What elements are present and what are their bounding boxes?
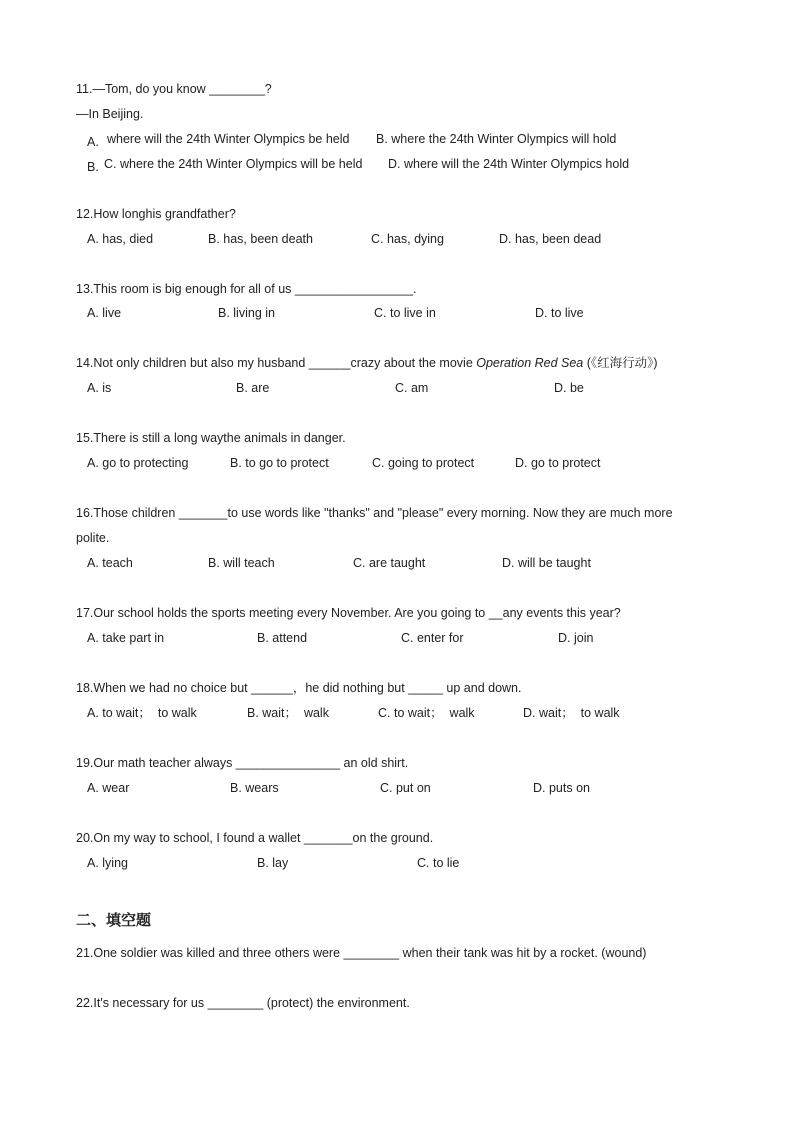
q11-option-label-c: B.	[87, 160, 99, 174]
q13-option-a: A. live	[87, 306, 122, 320]
q18-stem: 18.When we had no choice but ______，he did nothing but _____ up and down.	[76, 681, 522, 695]
q15-stem: 15.There is still a long waythe animals in danger.	[76, 431, 346, 445]
q11-option-d: D. where will the 24th Winter Olympics hold	[388, 157, 630, 171]
q11-option-label-a: A.	[87, 135, 99, 149]
q14-movie-title: Operation Red Sea	[476, 356, 584, 370]
q14-chinese-title: (《红海行动》)	[583, 356, 658, 370]
q16-option-d: D. will be taught	[502, 556, 591, 570]
q17-option-c: C. enter for	[401, 631, 464, 645]
q14-option-a: A. is	[87, 381, 112, 395]
section-heading: 二、填空题	[76, 911, 152, 929]
q13-option-d: D. to live	[535, 306, 584, 320]
q20-option-b: B. lay	[257, 856, 289, 870]
q14-option-c: C. am	[395, 381, 429, 395]
q13-option-c: C. to live in	[374, 306, 436, 320]
q22-stem: 22.It's necessary for us ________ (protect) the environment.	[76, 996, 410, 1010]
q17-stem: 17.Our school holds the sports meeting every November. Are you going to __any events this year?	[76, 606, 621, 620]
q16-option-b: B. will teach	[208, 556, 275, 570]
q19-stem: 19.Our math teacher always _______________ an old shirt.	[76, 756, 409, 770]
q12-option-a: A. has, died	[87, 232, 154, 246]
q15-option-d: D. go to protect	[515, 456, 601, 470]
q17-option-d: D. join	[558, 631, 594, 645]
q15-option-a: A. go to protecting	[87, 456, 189, 470]
q16-option-c: C. are taught	[353, 556, 426, 570]
q14-option-b: B. are	[236, 381, 270, 395]
q17-option-a: A. take part in	[87, 631, 165, 645]
q15-option-c: C. going to protect	[372, 456, 475, 470]
q16-option-a: A. teach	[87, 556, 133, 570]
q16-stem-continued: polite.	[76, 531, 110, 545]
q19-option-c: C. put on	[380, 781, 431, 795]
q18-option-d: D. wait； to walk	[523, 706, 620, 720]
q14-stem	[76, 355, 658, 371]
q20-stem: 20.On my way to school, I found a wallet _______on the ground.	[76, 831, 434, 845]
q13-stem: 13.This room is big enough for all of us _________________.	[76, 282, 417, 296]
q11-reply: —In Beijing.	[76, 107, 144, 121]
q20-option-a: A. lying	[87, 856, 128, 870]
q12-stem: 12.How longhis grandfather?	[76, 207, 236, 221]
q18-option-a: A. to wait； to walk	[87, 706, 197, 720]
q19-option-d: D. puts on	[533, 781, 590, 795]
q18-option-b: B. wait； walk	[247, 706, 329, 720]
q12-option-b: B. has, been death	[208, 232, 313, 246]
q11-option-a: where will the 24th Winter Olympics be held	[107, 132, 350, 146]
q12-option-c: C. has, dying	[371, 232, 444, 246]
q12-option-d: D. has, been dead	[499, 232, 602, 246]
q13-option-b: B. living in	[218, 306, 275, 320]
q14-option-d: D. be	[554, 381, 584, 395]
q14-stem-text: 14.Not only children but also my husband ______crazy about the movie	[76, 356, 477, 370]
q20-option-c: C. to lie	[417, 856, 460, 870]
q18-option-c: C. to wait； walk	[378, 706, 475, 720]
q11-option-b: B. where the 24th Winter Olympics will hold	[376, 132, 617, 146]
q15-option-b: B. to go to protect	[230, 456, 329, 470]
q17-option-b: B. attend	[257, 631, 308, 645]
q11-stem: 11.—Tom, do you know ________?	[76, 82, 272, 96]
q11-option-c: C. where the 24th Winter Olympics will be held	[104, 157, 363, 171]
q16-stem: 16.Those children _______to use words like "thanks" and "please" every morning. Now they are much more	[76, 506, 673, 520]
q19-option-b: B. wears	[230, 781, 279, 795]
q21-stem: 21.One soldier was killed and three others were ________ when their tank was hit by a rocket. (wound)	[76, 946, 647, 960]
q19-option-a: A. wear	[87, 781, 130, 795]
